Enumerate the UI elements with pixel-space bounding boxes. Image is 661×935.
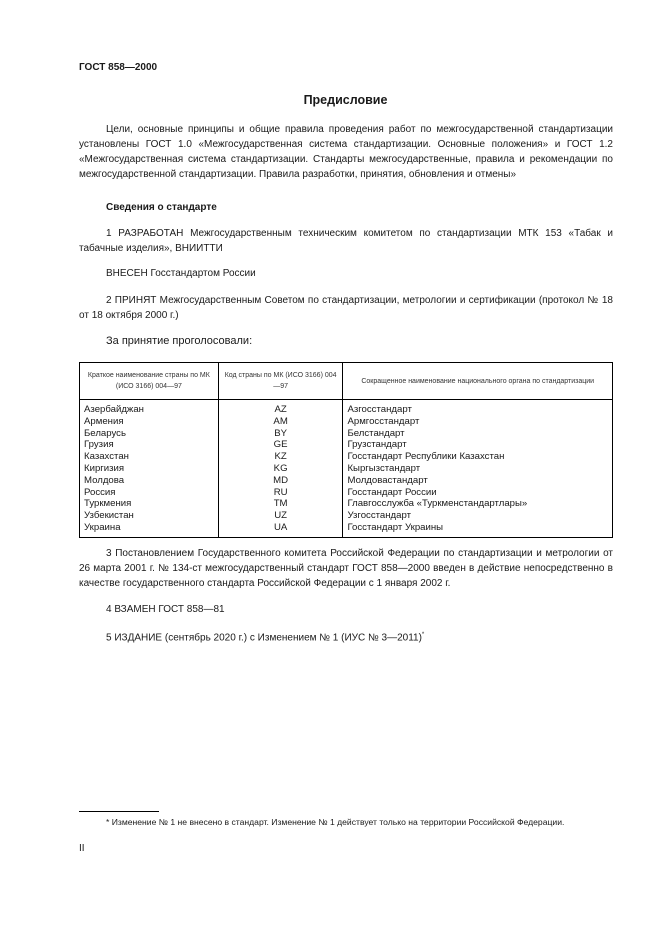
code-cell: AM	[218, 416, 343, 428]
country-cell: Казахстан	[80, 451, 219, 463]
footnote-mark: *	[421, 632, 425, 638]
page-number: II	[79, 843, 85, 854]
header-body: Сокращенное наименование национального органа по стандартизации	[343, 363, 613, 400]
table-row	[80, 475, 613, 487]
code-cell: AZ	[218, 400, 343, 416]
country-cell: Армения	[80, 416, 219, 428]
country-cell: Узбекистан	[80, 510, 219, 522]
code-cell: KZ	[218, 451, 343, 463]
country-cell: Беларусь	[80, 428, 219, 440]
document-code: ГОСТ 858—2000	[79, 62, 158, 73]
table-header-row	[80, 363, 613, 400]
table-row	[80, 510, 613, 522]
header-code: Код страны по МК (ИСО 3166) 004—97	[218, 363, 343, 400]
body-cell: Азгосстандарт	[343, 400, 613, 416]
body-cell: Молдовастандарт	[343, 475, 613, 487]
table-row	[80, 498, 613, 510]
footnote-divider	[79, 811, 159, 812]
table-row	[80, 416, 613, 428]
item-2-adopted: 2 ПРИНЯТ Межгосударственным Советом по стандартизации, метрологии и сертификации (протокол № 18 от 18 октября 2000 г.)	[79, 295, 613, 321]
header-country: Краткое наименование страны по МК (ИСО 3166) 004—97	[80, 363, 219, 400]
code-cell: GE	[218, 439, 343, 451]
code-cell: RU	[218, 487, 343, 499]
code-cell: MD	[218, 475, 343, 487]
item-introduced: ВНЕСЕН Госстандартом России	[106, 268, 256, 279]
body-cell: Грузстандарт	[343, 439, 613, 451]
body-cell: Кыргызстандарт	[343, 463, 613, 475]
table-row	[80, 451, 613, 463]
footnote: * Изменение № 1 не внесено в стандарт. Изменение № 1 действует только на территории Российской Федерации.	[106, 817, 565, 827]
country-cell: Украина	[80, 522, 219, 537]
vote-heading: За принятие проголосовали:	[106, 335, 253, 347]
edition-text: 5 ИЗДАНИЕ (сентябрь 2020 г.) с Изменением № 1 (ИУС № 3—2011)	[106, 632, 422, 644]
intro-paragraph: Цели, основные принципы и общие правила проведения работ по межгосударственной стандартизации установлены ГОСТ 1.0 «Межгосударственная система стандартизации. Основные положения» и ГОСТ 1.2 «Межгосударственная система стандартизации. Стандарты межгосударственные, правила и рекомендации по межгосударственной стандартизации. Правила разработки, принятия, обновления и отмены»	[79, 124, 613, 180]
voting-table	[79, 362, 613, 538]
country-cell: Россия	[80, 487, 219, 499]
country-cell: Туркмения	[80, 498, 219, 510]
body-cell: Госстандарт России	[343, 487, 613, 499]
body-cell: Госстандарт Республики Казахстан	[343, 451, 613, 463]
table-row	[80, 487, 613, 499]
page-title: Предисловие	[303, 93, 388, 107]
body-cell: Главгосслужба «Туркменстандартлары»	[343, 498, 613, 510]
body-cell: Белстандарт	[343, 428, 613, 440]
item-4-replaces: 4 ВЗАМЕН ГОСТ 858—81	[106, 604, 225, 615]
body-cell: Госстандарт Украины	[343, 522, 613, 537]
item-3-decree: 3 Постановлением Государственного комитета Российской Федерации по стандартизации и метрологии от 26 марта 2001 г. № 134-ст межгосударственный стандарт ГОСТ 858—2000 введен в действие непосредственно в качестве государственного стандарта Российской Федерации с 1 января 2002 г.	[79, 548, 613, 589]
code-cell: TM	[218, 498, 343, 510]
table-row	[80, 428, 613, 440]
code-cell: BY	[218, 428, 343, 440]
country-cell: Грузия	[80, 439, 219, 451]
section-heading: Сведения о стандарте	[106, 202, 217, 213]
country-cell: Азербайджан	[80, 400, 219, 416]
table-row	[80, 463, 613, 475]
table-row	[80, 439, 613, 451]
code-cell: UZ	[218, 510, 343, 522]
table-row	[80, 400, 613, 416]
country-cell: Киргизия	[80, 463, 219, 475]
table-row	[80, 522, 613, 537]
body-cell: Узгосстандарт	[343, 510, 613, 522]
code-cell: UA	[218, 522, 343, 537]
code-cell: KG	[218, 463, 343, 475]
country-cell: Молдова	[80, 475, 219, 487]
item-5-edition	[79, 628, 613, 645]
item-1-developed: 1 РАЗРАБОТАН Межгосударственным техническим комитетом по стандартизации МТК 153 «Табак и табачные изделия», ВНИИТТИ	[79, 228, 613, 254]
body-cell: Армгосстандарт	[343, 416, 613, 428]
